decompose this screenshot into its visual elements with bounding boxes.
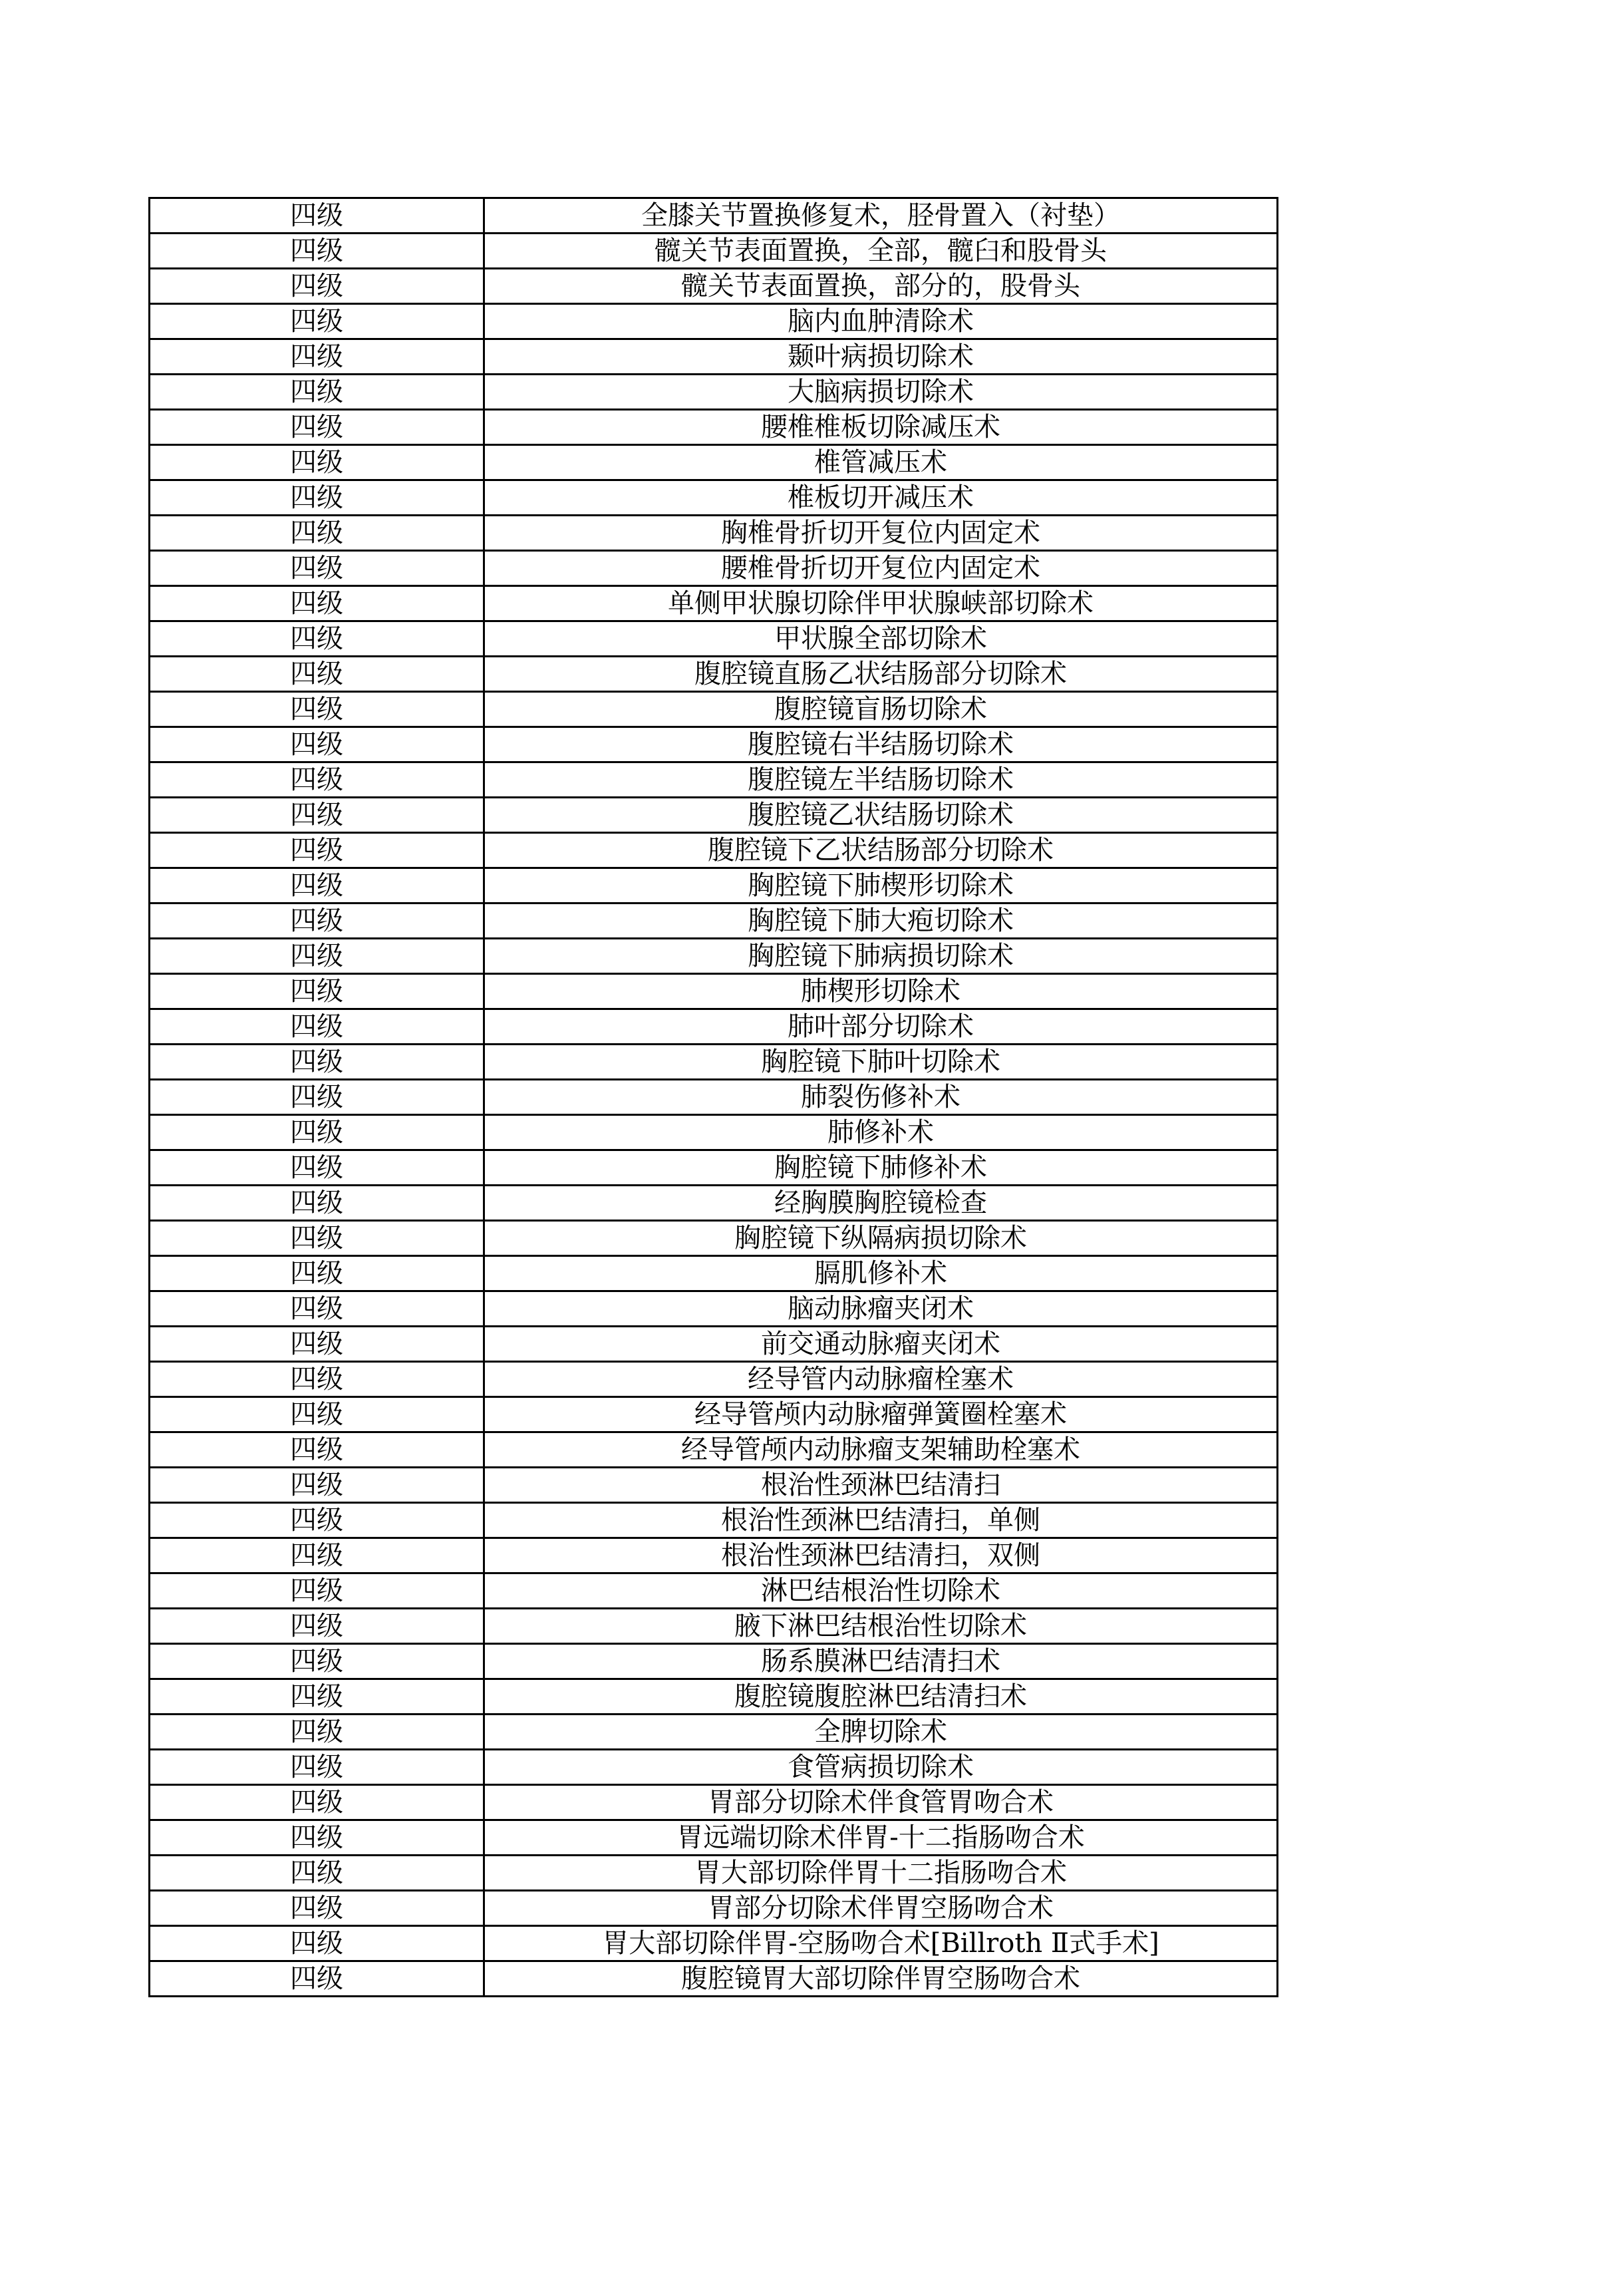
- procedure-name-cell: 胸椎骨折切开复位内固定术: [484, 516, 1278, 551]
- table-row: [150, 1961, 1278, 1997]
- surgery-level-cell: 四级: [150, 1538, 484, 1573]
- surgery-level-cell: 四级: [150, 1045, 484, 1080]
- procedure-name-cell: 经导管颅内动脉瘤弹簧圈栓塞术: [484, 1397, 1278, 1432]
- table-row: [150, 657, 1278, 692]
- table-row: [150, 974, 1278, 1009]
- surgery-level-cell: 四级: [150, 1432, 484, 1468]
- procedure-name-cell: 胃远端切除术伴胃-十二指肠吻合术: [484, 1820, 1278, 1856]
- table-row: [150, 903, 1278, 939]
- procedure-name-cell: 胃大部切除伴胃-空肠吻合术[Billroth Ⅱ式手术]: [484, 1926, 1278, 1961]
- table-row: [150, 1432, 1278, 1468]
- procedure-name-cell: 胸腔镜下肺大疱切除术: [484, 903, 1278, 939]
- procedure-name-cell: 腹腔镜直肠乙状结肠部分切除术: [484, 657, 1278, 692]
- table-row: [150, 1538, 1278, 1573]
- procedure-name-cell: 经导管内动脉瘤栓塞术: [484, 1362, 1278, 1397]
- procedure-name-cell: 腰椎椎板切除减压术: [484, 410, 1278, 445]
- surgery-level-cell: 四级: [150, 1362, 484, 1397]
- procedure-name-cell: 颞叶病损切除术: [484, 339, 1278, 375]
- table-row: [150, 1397, 1278, 1432]
- table-row: [150, 1468, 1278, 1503]
- surgery-level-cell: 四级: [150, 1785, 484, 1820]
- surgery-level-cell: 四级: [150, 1820, 484, 1856]
- surgery-level-cell: 四级: [150, 1221, 484, 1256]
- table-row: [150, 1644, 1278, 1679]
- table-row: [150, 939, 1278, 974]
- procedure-name-cell: 脑内血肿清除术: [484, 304, 1278, 339]
- procedure-name-cell: 髋关节表面置换，部分的，股骨头: [484, 269, 1278, 304]
- table-row: [150, 692, 1278, 727]
- table-row: [150, 1715, 1278, 1750]
- surgery-level-cell: 四级: [150, 269, 484, 304]
- table-row: [150, 1115, 1278, 1150]
- table-row: [150, 868, 1278, 903]
- table-row: [150, 1926, 1278, 1961]
- procedure-name-cell: 根治性颈淋巴结清扫，单侧: [484, 1503, 1278, 1538]
- table-row: [150, 586, 1278, 621]
- surgery-level-cell: 四级: [150, 974, 484, 1009]
- surgery-level-cell: 四级: [150, 445, 484, 480]
- table-row: [150, 727, 1278, 762]
- surgery-level-cell: 四级: [150, 1186, 484, 1221]
- procedure-name-cell: 经导管颅内动脉瘤支架辅助栓塞术: [484, 1432, 1278, 1468]
- table-row: [150, 1221, 1278, 1256]
- procedure-name-cell: 胃部分切除术伴食管胃吻合术: [484, 1785, 1278, 1820]
- surgery-level-cell: 四级: [150, 198, 484, 234]
- table-row: [150, 1750, 1278, 1785]
- table-row: [150, 1785, 1278, 1820]
- procedure-name-cell: 肺叶部分切除术: [484, 1009, 1278, 1045]
- surgery-level-cell: 四级: [150, 1679, 484, 1715]
- surgery-level-cell: 四级: [150, 304, 484, 339]
- table-row: [150, 198, 1278, 234]
- surgery-level-cell: 四级: [150, 1715, 484, 1750]
- procedure-name-cell: 全脾切除术: [484, 1715, 1278, 1750]
- table-row: [150, 1045, 1278, 1080]
- table-row: [150, 1609, 1278, 1644]
- surgery-level-cell: 四级: [150, 692, 484, 727]
- table-row: [150, 762, 1278, 798]
- table-row: [150, 551, 1278, 586]
- table-row: [150, 1856, 1278, 1891]
- table-row: [150, 339, 1278, 375]
- table-row: [150, 1186, 1278, 1221]
- surgery-level-cell: 四级: [150, 375, 484, 410]
- surgery-level-cell: 四级: [150, 480, 484, 516]
- table-row: [150, 375, 1278, 410]
- procedure-level-table-container: [148, 197, 1276, 1997]
- table-row: [150, 833, 1278, 868]
- table-row: [150, 1327, 1278, 1362]
- surgery-level-cell: 四级: [150, 1291, 484, 1327]
- surgery-level-cell: 四级: [150, 1573, 484, 1609]
- procedure-name-cell: 腹腔镜左半结肠切除术: [484, 762, 1278, 798]
- surgery-level-cell: 四级: [150, 1009, 484, 1045]
- surgery-level-cell: 四级: [150, 657, 484, 692]
- table-row: [150, 304, 1278, 339]
- procedure-name-cell: 胸腔镜下肺修补术: [484, 1150, 1278, 1186]
- table-row: [150, 1573, 1278, 1609]
- procedure-name-cell: 胸腔镜下肺叶切除术: [484, 1045, 1278, 1080]
- procedure-name-cell: 膈肌修补术: [484, 1256, 1278, 1291]
- surgery-level-cell: 四级: [150, 762, 484, 798]
- procedure-name-cell: 胸腔镜下肺楔形切除术: [484, 868, 1278, 903]
- procedure-name-cell: 肠系膜淋巴结清扫术: [484, 1644, 1278, 1679]
- surgery-level-cell: 四级: [150, 1327, 484, 1362]
- surgery-level-cell: 四级: [150, 621, 484, 657]
- table-row: [150, 480, 1278, 516]
- surgery-level-cell: 四级: [150, 516, 484, 551]
- procedure-name-cell: 脑动脉瘤夹闭术: [484, 1291, 1278, 1327]
- procedure-name-cell: 椎管减压术: [484, 445, 1278, 480]
- surgery-level-cell: 四级: [150, 1080, 484, 1115]
- table-row: [150, 1256, 1278, 1291]
- procedure-name-cell: 胸腔镜下纵隔病损切除术: [484, 1221, 1278, 1256]
- surgery-level-cell: 四级: [150, 1961, 484, 1997]
- surgery-level-cell: 四级: [150, 1926, 484, 1961]
- procedure-name-cell: 腹腔镜右半结肠切除术: [484, 727, 1278, 762]
- surgery-level-cell: 四级: [150, 551, 484, 586]
- table-row: [150, 1679, 1278, 1715]
- surgery-level-cell: 四级: [150, 833, 484, 868]
- surgery-level-cell: 四级: [150, 339, 484, 375]
- surgery-level-cell: 四级: [150, 798, 484, 833]
- procedure-name-cell: 大脑病损切除术: [484, 375, 1278, 410]
- surgery-level-cell: 四级: [150, 1891, 484, 1926]
- procedure-name-cell: 胃大部切除伴胃十二指肠吻合术: [484, 1856, 1278, 1891]
- surgery-level-cell: 四级: [150, 1609, 484, 1644]
- surgery-level-cell: 四级: [150, 1115, 484, 1150]
- procedure-name-cell: 单侧甲状腺切除伴甲状腺峡部切除术: [484, 586, 1278, 621]
- table-row: [150, 1891, 1278, 1926]
- table-row: [150, 1080, 1278, 1115]
- procedure-name-cell: 经胸膜胸腔镜检查: [484, 1186, 1278, 1221]
- surgery-level-cell: 四级: [150, 1644, 484, 1679]
- table-row: [150, 1503, 1278, 1538]
- table-body: [150, 198, 1278, 1997]
- surgery-level-cell: 四级: [150, 1750, 484, 1785]
- table-row: [150, 1291, 1278, 1327]
- procedure-name-cell: 肺修补术: [484, 1115, 1278, 1150]
- procedure-name-cell: 腹腔镜下乙状结肠部分切除术: [484, 833, 1278, 868]
- procedure-name-cell: 腹腔镜乙状结肠切除术: [484, 798, 1278, 833]
- procedure-name-cell: 全膝关节置换修复术，胫骨置入（衬垫）: [484, 198, 1278, 234]
- procedure-name-cell: 腹腔镜胃大部切除伴胃空肠吻合术: [484, 1961, 1278, 1997]
- table-row: [150, 1362, 1278, 1397]
- table-row: [150, 798, 1278, 833]
- table-row: [150, 621, 1278, 657]
- procedure-name-cell: 食管病损切除术: [484, 1750, 1278, 1785]
- surgery-level-cell: 四级: [150, 586, 484, 621]
- surgery-level-cell: 四级: [150, 1503, 484, 1538]
- table-row: [150, 1820, 1278, 1856]
- procedure-name-cell: 肺裂伤修补术: [484, 1080, 1278, 1115]
- surgery-level-cell: 四级: [150, 903, 484, 939]
- surgery-level-cell: 四级: [150, 410, 484, 445]
- surgery-level-cell: 四级: [150, 939, 484, 974]
- procedure-name-cell: 腋下淋巴结根治性切除术: [484, 1609, 1278, 1644]
- table-row: [150, 269, 1278, 304]
- table-row: [150, 516, 1278, 551]
- procedure-name-cell: 淋巴结根治性切除术: [484, 1573, 1278, 1609]
- procedure-name-cell: 胃部分切除术伴胃空肠吻合术: [484, 1891, 1278, 1926]
- table-row: [150, 410, 1278, 445]
- surgery-level-cell: 四级: [150, 1397, 484, 1432]
- surgery-level-cell: 四级: [150, 1468, 484, 1503]
- procedure-level-table: [148, 197, 1278, 1997]
- table-row: [150, 234, 1278, 269]
- procedure-name-cell: 前交通动脉瘤夹闭术: [484, 1327, 1278, 1362]
- surgery-level-cell: 四级: [150, 1150, 484, 1186]
- procedure-name-cell: 甲状腺全部切除术: [484, 621, 1278, 657]
- table-row: [150, 445, 1278, 480]
- surgery-level-cell: 四级: [150, 234, 484, 269]
- procedure-name-cell: 腹腔镜盲肠切除术: [484, 692, 1278, 727]
- procedure-name-cell: 根治性颈淋巴结清扫: [484, 1468, 1278, 1503]
- procedure-name-cell: 腹腔镜腹腔淋巴结清扫术: [484, 1679, 1278, 1715]
- procedure-name-cell: 椎板切开减压术: [484, 480, 1278, 516]
- procedure-name-cell: 髋关节表面置换，全部，髋臼和股骨头: [484, 234, 1278, 269]
- table-row: [150, 1150, 1278, 1186]
- table-row: [150, 1009, 1278, 1045]
- surgery-level-cell: 四级: [150, 868, 484, 903]
- surgery-level-cell: 四级: [150, 1256, 484, 1291]
- procedure-name-cell: 肺楔形切除术: [484, 974, 1278, 1009]
- surgery-level-cell: 四级: [150, 727, 484, 762]
- procedure-name-cell: 根治性颈淋巴结清扫，双侧: [484, 1538, 1278, 1573]
- procedure-name-cell: 腰椎骨折切开复位内固定术: [484, 551, 1278, 586]
- surgery-level-cell: 四级: [150, 1856, 484, 1891]
- procedure-name-cell: 胸腔镜下肺病损切除术: [484, 939, 1278, 974]
